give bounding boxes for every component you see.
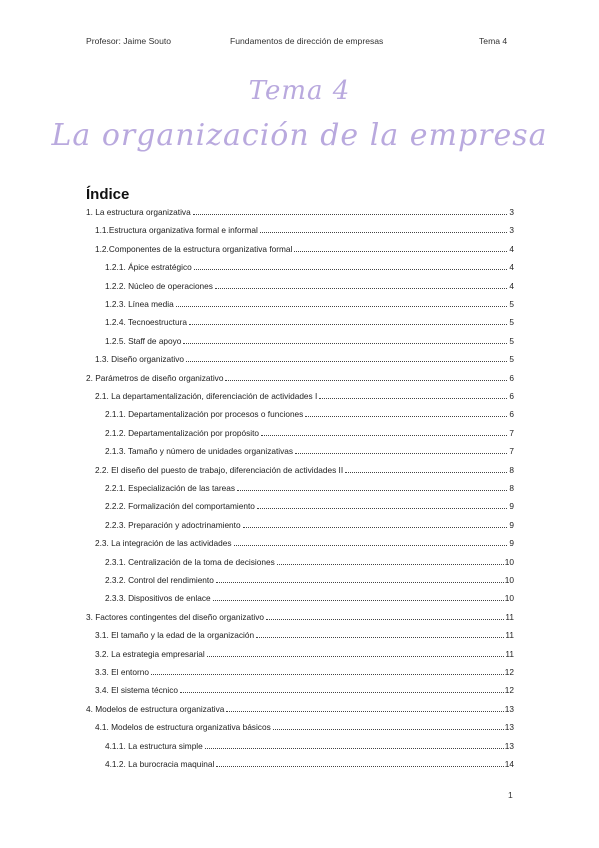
toc-entry[interactable] (86, 610, 514, 622)
toc-entry[interactable] (86, 205, 514, 217)
toc-leader-dots (176, 305, 507, 307)
toc-entry[interactable] (105, 315, 514, 327)
page-number: 1 (508, 790, 513, 800)
toc-entry-title: 1.2.4. Tecnoestructura (105, 317, 187, 328)
toc-leader-dots (243, 526, 507, 528)
toc-entry-page: 12 (504, 667, 514, 677)
toc-leader-dots (256, 636, 504, 638)
toc-leader-dots (193, 213, 507, 215)
toc-leader-dots (151, 673, 504, 675)
toc-leader-dots (257, 507, 507, 509)
toc-entry[interactable] (86, 702, 514, 714)
toc-entry[interactable] (105, 555, 514, 567)
toc-entry[interactable] (95, 628, 514, 640)
toc-entry-page: 5 (509, 299, 514, 309)
toc-entry-page: 5 (509, 354, 514, 365)
toc-entry-title: 2.2.3. Preparación y adoctrinamiento (105, 519, 241, 530)
toc-entry-page: 10 (504, 556, 514, 567)
toc-entry[interactable] (105, 591, 514, 603)
toc-entry[interactable] (95, 647, 514, 659)
header-course: Fundamentos de dirección de empresas (230, 36, 384, 46)
toc-entry[interactable] (105, 739, 514, 751)
toc-entry-title: 2.2. El diseño del puesto de trabajo, diferenciación de actividades II (95, 464, 344, 475)
toc-entry[interactable] (105, 260, 514, 272)
toc-entry-title: 2.1.2. Departamentalización por propósito (105, 427, 260, 438)
toc-entry[interactable] (105, 444, 514, 456)
toc-entry-title: 4. Modelos de estructura organizativa (86, 703, 225, 714)
toc-leader-dots (183, 342, 507, 344)
toc-entry-page: 10 (504, 575, 514, 585)
toc-entry-title: 3.2. La estrategia empresarial (95, 648, 205, 659)
toc-entry-page: 11 (505, 611, 514, 622)
toc-entry[interactable] (105, 426, 514, 438)
index-heading: Índice (86, 186, 130, 203)
toc-entry-page: 12 (504, 685, 514, 696)
toc-entry-page: 7 (509, 446, 514, 457)
toc-entry[interactable] (105, 573, 514, 585)
toc-entry[interactable] (105, 334, 514, 346)
toc-entry[interactable] (86, 371, 514, 383)
toc-entry[interactable] (105, 407, 514, 419)
toc-entry-page: 3 (509, 225, 514, 236)
toc-entry-title: 2.1. La departamentalización, diferenciación de actividades I (95, 391, 318, 401)
document-title-line2: La organización de la empresa (51, 118, 548, 153)
toc-entry[interactable] (95, 463, 514, 475)
toc-entry-title: 1.1.Estructura organizativa formal e informal (95, 225, 258, 236)
toc-entry[interactable] (95, 223, 514, 235)
toc-leader-dots (216, 581, 504, 583)
toc-leader-dots (273, 728, 504, 730)
toc-entry-title: 1.3. Diseño organizativo (95, 354, 185, 365)
toc-leader-dots (180, 691, 504, 693)
toc-leader-dots (234, 544, 507, 546)
toc-entry[interactable] (105, 279, 514, 291)
toc-leader-dots (345, 471, 507, 473)
toc-entry-page: 6 (509, 409, 514, 420)
toc-entry-page: 13 (504, 722, 514, 733)
toc-leader-dots (319, 397, 507, 399)
toc-leader-dots (225, 379, 507, 381)
toc-entry-title: 4.1. Modelos de estructura organizativa básicos (95, 722, 271, 733)
toc-entry-title: 1.2.1. Ápice estratégico (105, 262, 192, 273)
toc-entry-title: 2.1.3. Tamaño y número de unidades organizativas (105, 446, 294, 457)
header-author: Profesor: Jaime Souto (86, 36, 172, 46)
toc-entry-page: 3 (509, 207, 514, 217)
toc-leader-dots (216, 765, 503, 767)
toc-leader-dots (261, 434, 507, 436)
toc-leader-dots (226, 710, 503, 712)
toc-entry[interactable] (105, 757, 514, 769)
toc-entry[interactable] (95, 665, 514, 677)
toc-entry-page: 4 (509, 280, 514, 291)
header-topic: Tema 4 (479, 36, 508, 46)
toc-entry-title: 2.3.1. Centralización de la toma de decisiones (105, 556, 275, 567)
toc-entry[interactable] (105, 499, 514, 511)
toc-leader-dots (186, 360, 507, 362)
toc-leader-dots (237, 489, 507, 491)
toc-leader-dots (205, 747, 504, 749)
toc-entry[interactable] (95, 352, 514, 364)
toc-entry-page: 4 (509, 262, 514, 273)
toc-entry-page: 7 (509, 427, 514, 438)
toc-entry[interactable] (105, 518, 514, 530)
toc-entry-title: 2.2.1. Especialización de las tareas (105, 483, 236, 493)
toc-entry-page: 9 (509, 519, 514, 530)
toc-leader-dots (260, 231, 507, 233)
toc-entry-title: 4.1.1. La estructura simple (105, 740, 203, 751)
toc-entry-title: 2.3. La integración de las actividades (95, 538, 232, 549)
toc-leader-dots (305, 415, 507, 417)
toc-entry-title: 1.2.2. Núcleo de operaciones (105, 280, 213, 291)
toc-leader-dots (294, 250, 507, 252)
toc-entry-title: 2. Parámetros de diseño organizativo (86, 372, 224, 383)
toc-leader-dots (189, 323, 507, 325)
toc-entry[interactable] (105, 297, 514, 309)
toc-leader-dots (295, 452, 507, 454)
toc-entry-page: 5 (509, 317, 514, 328)
toc-entry-page: 4 (509, 243, 514, 254)
toc-leader-dots (266, 618, 504, 620)
toc-leader-dots (207, 655, 505, 657)
toc-leader-dots (215, 287, 507, 289)
toc-entry-title: 2.2.2. Formalización del comportamiento (105, 501, 255, 512)
toc-entry-page: 9 (509, 538, 514, 549)
toc-entry-page: 11 (505, 630, 514, 641)
toc-entry-title: 1.2.5. Staff de apoyo (105, 335, 182, 346)
toc-entry-title: 1. La estructura organizativa (86, 207, 191, 217)
toc-entry-page: 8 (509, 483, 514, 493)
toc-entry-page: 11 (505, 648, 514, 659)
toc-entry-title: 2.3.3. Dispositivos de enlace (105, 593, 211, 604)
toc-leader-dots (213, 599, 504, 601)
toc-entry-title: 4.1.2. La burocracia maquinal (105, 759, 215, 769)
toc-entry-title: 2.3.2. Control del rendimiento (105, 575, 214, 585)
toc-entry-title: 2.1.1. Departamentalización por procesos o funciones (105, 409, 304, 420)
toc-entry[interactable] (95, 720, 514, 732)
toc-entry[interactable] (95, 242, 514, 254)
toc-entry-title: 3.1. El tamaño y la edad de la organización (95, 630, 255, 641)
toc-entry-page: 13 (504, 740, 514, 751)
toc-entry-page: 5 (509, 335, 514, 346)
toc-entry-page: 6 (509, 372, 514, 383)
toc-entry-page: 10 (504, 593, 514, 604)
toc-entry-page: 13 (504, 703, 514, 714)
toc-entry-title: 3.3. El entorno (95, 667, 149, 677)
toc-entry-title: 1.2.3. Línea media (105, 299, 174, 309)
toc-entry-title: 3.4. El sistema técnico (95, 685, 179, 696)
page-header (0, 36, 599, 50)
toc-entry[interactable] (95, 389, 514, 401)
toc-entry[interactable] (105, 481, 514, 493)
toc-entry-page: 6 (509, 391, 514, 401)
toc-entry-page: 8 (509, 464, 514, 475)
toc-entry-page: 9 (509, 501, 514, 512)
toc-entry[interactable] (95, 536, 514, 548)
toc-entry-title: 3. Factores contingentes del diseño organizativo (86, 611, 265, 622)
toc-leader-dots (277, 563, 504, 565)
toc-leader-dots (194, 268, 507, 270)
toc-entry[interactable] (95, 683, 514, 695)
toc-entry-page: 14 (504, 759, 514, 769)
document-title-line1: Tema 4 (248, 76, 351, 106)
toc-entry-title: 1.2.Componentes de la estructura organizativa formal (95, 243, 293, 254)
